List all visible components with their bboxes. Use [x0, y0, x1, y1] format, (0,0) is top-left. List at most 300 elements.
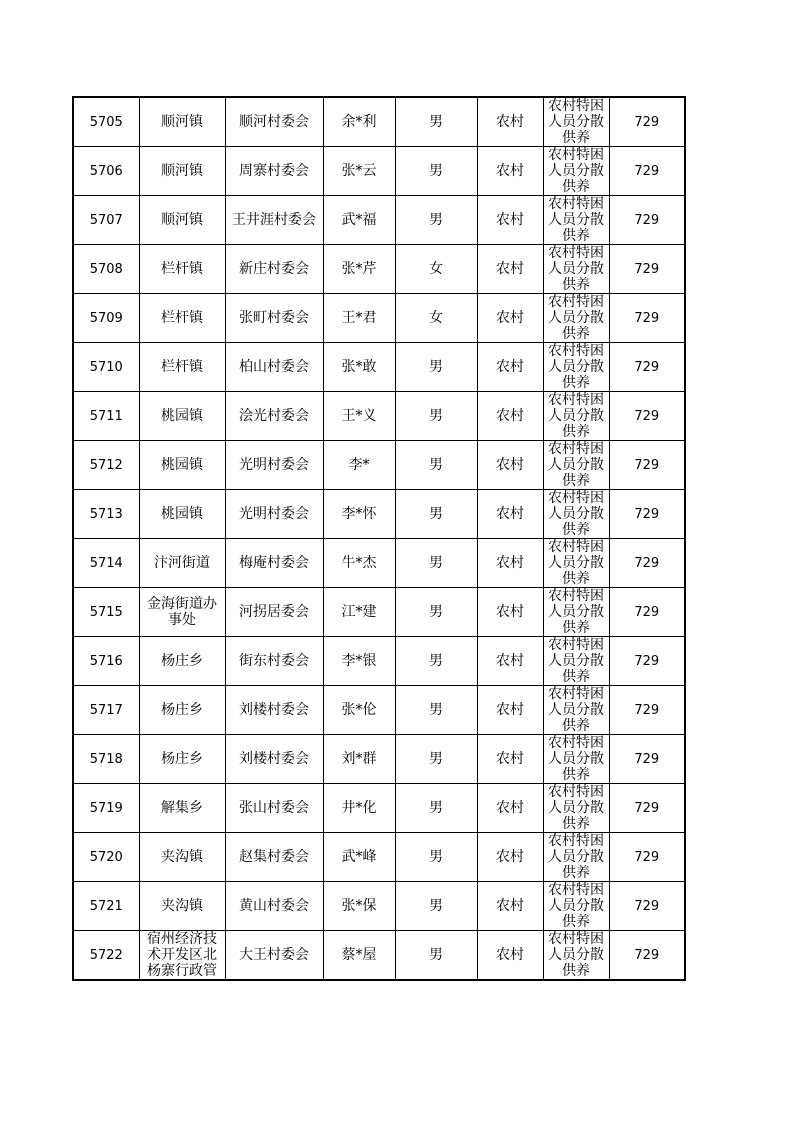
- cell-person-name: [323, 441, 395, 490]
- cell-serial-number-text: 5722: [89, 947, 123, 963]
- cell-gender: [395, 294, 477, 343]
- cell-amount-text: 729: [634, 702, 660, 718]
- cell-relief-category: [543, 196, 609, 245]
- cell-gender: [395, 343, 477, 392]
- cell-town: [139, 539, 225, 588]
- cell-area-type-text: 农村: [496, 359, 524, 375]
- cell-area-type-text: 农村: [496, 849, 524, 865]
- cell-village-committee: [225, 490, 323, 539]
- cell-village-committee: [225, 343, 323, 392]
- cell-town-text: 桃园镇: [161, 408, 203, 424]
- cell-serial-number-text: 5711: [89, 408, 123, 424]
- table-row: [73, 637, 685, 686]
- cell-serial-number: [73, 539, 139, 588]
- cell-person-name-text: 李*怀: [341, 506, 377, 522]
- cell-area-type-text: 农村: [496, 555, 524, 571]
- cell-serial-number: [73, 245, 139, 294]
- cell-person-name: [323, 735, 395, 784]
- cell-serial-number: [73, 931, 139, 981]
- cell-person-name: [323, 294, 395, 343]
- cell-amount: [609, 833, 685, 882]
- cell-village-committee-text: 柏山村委会: [239, 359, 309, 375]
- cell-area-type-text: 农村: [496, 751, 524, 767]
- cell-town: [139, 441, 225, 490]
- cell-town-text: 顺河镇: [161, 163, 203, 179]
- cell-town: [139, 196, 225, 245]
- cell-village-committee: [225, 588, 323, 637]
- cell-area-type: [477, 588, 543, 637]
- cell-person-name-text: 武*峰: [341, 849, 377, 865]
- cell-gender-text: 男: [429, 163, 443, 179]
- cell-gender: [395, 539, 477, 588]
- cell-serial-number-text: 5706: [89, 163, 123, 179]
- cell-amount-text: 729: [634, 114, 660, 130]
- cell-village-committee: [225, 97, 323, 147]
- cell-person-name-text: 王*义: [341, 408, 377, 424]
- cell-area-type-text: 农村: [496, 506, 524, 522]
- cell-person-name-text: 牛*杰: [341, 555, 377, 571]
- cell-person-name: [323, 686, 395, 735]
- table-row: [73, 294, 685, 343]
- cell-relief-category: [543, 882, 609, 931]
- cell-town: [139, 147, 225, 196]
- cell-village-committee-text: 张町村委会: [239, 310, 309, 326]
- cell-gender-text: 男: [429, 457, 443, 473]
- cell-person-name: [323, 784, 395, 833]
- cell-serial-number-text: 5709: [89, 310, 123, 326]
- cell-gender: [395, 784, 477, 833]
- cell-area-type: [477, 196, 543, 245]
- cell-town-text: 桃园镇: [161, 506, 203, 522]
- table-row: [73, 147, 685, 196]
- cell-serial-number: [73, 294, 139, 343]
- cell-relief-category: [543, 97, 609, 147]
- cell-village-committee-text: 河拐居委会: [239, 604, 309, 620]
- cell-area-type: [477, 97, 543, 147]
- cell-gender: [395, 588, 477, 637]
- cell-relief-category: [543, 343, 609, 392]
- cell-area-type-text: 农村: [496, 898, 524, 914]
- cell-village-committee-text: 周寨村委会: [239, 163, 309, 179]
- cell-gender: [395, 196, 477, 245]
- cell-amount: [609, 539, 685, 588]
- cell-amount: [609, 931, 685, 981]
- cell-person-name: [323, 833, 395, 882]
- cell-town-text: 顺河镇: [161, 114, 203, 130]
- cell-gender-text: 男: [429, 604, 443, 620]
- cell-serial-number-text: 5715: [89, 604, 123, 620]
- cell-town: [139, 588, 225, 637]
- cell-gender: [395, 245, 477, 294]
- cell-relief-category-text: 农村特困人员分散供养: [548, 245, 604, 293]
- cell-amount-text: 729: [634, 898, 660, 914]
- cell-area-type: [477, 441, 543, 490]
- cell-person-name-text: 王*君: [341, 310, 377, 326]
- cell-serial-number-text: 5710: [89, 359, 123, 375]
- cell-town-text: 栏杆镇: [161, 261, 203, 277]
- cell-area-type: [477, 245, 543, 294]
- cell-area-type: [477, 931, 543, 981]
- cell-amount: [609, 97, 685, 147]
- cell-person-name-text: 井*化: [341, 800, 377, 816]
- cell-village-committee-text: 赵集村委会: [239, 849, 309, 865]
- cell-person-name: [323, 490, 395, 539]
- cell-amount-text: 729: [634, 506, 660, 522]
- cell-town: [139, 294, 225, 343]
- cell-gender: [395, 490, 477, 539]
- cell-area-type: [477, 686, 543, 735]
- cell-serial-number-text: 5707: [89, 212, 123, 228]
- cell-relief-category-text: 农村特困人员分散供养: [548, 490, 604, 538]
- cell-town-text: 夹沟镇: [161, 898, 203, 914]
- cell-amount-text: 729: [634, 457, 660, 473]
- cell-relief-category: [543, 294, 609, 343]
- cell-town-text: 栏杆镇: [161, 359, 203, 375]
- cell-village-committee: [225, 245, 323, 294]
- cell-relief-category: [543, 784, 609, 833]
- cell-gender-text: 男: [429, 212, 443, 228]
- cell-amount-text: 729: [634, 163, 660, 179]
- cell-amount: [609, 686, 685, 735]
- cell-gender-text: 男: [429, 751, 443, 767]
- cell-village-committee-text: 梅庵村委会: [239, 555, 309, 571]
- cell-town-text: 金海街道办事处: [147, 596, 217, 628]
- cell-relief-category-text: 农村特困人员分散供养: [548, 931, 604, 979]
- cell-village-committee-text: 浍光村委会: [239, 408, 309, 424]
- cell-serial-number-text: 5717: [89, 702, 123, 718]
- cell-serial-number-text: 5708: [89, 261, 123, 277]
- cell-area-type: [477, 490, 543, 539]
- cell-gender-text: 男: [429, 555, 443, 571]
- cell-amount: [609, 735, 685, 784]
- cell-area-type-text: 农村: [496, 457, 524, 473]
- cell-town: [139, 833, 225, 882]
- cell-relief-category-text: 农村特困人员分散供养: [548, 637, 604, 685]
- cell-area-type-text: 农村: [496, 800, 524, 816]
- cell-area-type-text: 农村: [496, 212, 524, 228]
- cell-relief-category: [543, 686, 609, 735]
- cell-serial-number: [73, 147, 139, 196]
- cell-town: [139, 882, 225, 931]
- cell-serial-number: [73, 686, 139, 735]
- cell-relief-category: [543, 833, 609, 882]
- cell-relief-category-text: 农村特困人员分散供养: [548, 833, 604, 881]
- cell-area-type-text: 农村: [496, 947, 524, 963]
- cell-serial-number: [73, 784, 139, 833]
- cell-amount: [609, 343, 685, 392]
- table-row: [73, 833, 685, 882]
- table-row: [73, 392, 685, 441]
- cell-amount: [609, 392, 685, 441]
- cell-serial-number-text: 5720: [89, 849, 123, 865]
- cell-village-committee: [225, 882, 323, 931]
- cell-area-type: [477, 392, 543, 441]
- cell-area-type: [477, 147, 543, 196]
- cell-serial-number: [73, 196, 139, 245]
- cell-person-name: [323, 245, 395, 294]
- cell-village-committee-text: 黄山村委会: [239, 898, 309, 914]
- cell-serial-number-text: 5705: [89, 114, 123, 130]
- cell-village-committee: [225, 441, 323, 490]
- cell-town: [139, 735, 225, 784]
- cell-village-committee: [225, 686, 323, 735]
- cell-area-type-text: 农村: [496, 261, 524, 277]
- cell-relief-category: [543, 931, 609, 981]
- cell-serial-number: [73, 343, 139, 392]
- table-row: [73, 196, 685, 245]
- cell-amount-text: 729: [634, 261, 660, 277]
- cell-village-committee: [225, 196, 323, 245]
- cell-amount-text: 729: [634, 849, 660, 865]
- cell-area-type: [477, 294, 543, 343]
- cell-amount: [609, 882, 685, 931]
- cell-person-name-text: 江*建: [341, 604, 377, 620]
- cell-village-committee: [225, 931, 323, 981]
- cell-relief-category-text: 农村特困人员分散供养: [548, 882, 604, 930]
- cell-amount-text: 729: [634, 212, 660, 228]
- cell-person-name-text: 张*芹: [341, 261, 377, 277]
- cell-area-type-text: 农村: [496, 163, 524, 179]
- cell-town-text: 杨庄乡: [161, 751, 203, 767]
- cell-gender-text: 男: [429, 408, 443, 424]
- cell-town: [139, 343, 225, 392]
- cell-person-name: [323, 196, 395, 245]
- cell-gender: [395, 735, 477, 784]
- cell-serial-number-text: 5719: [89, 800, 123, 816]
- cell-town-text: 解集乡: [161, 800, 203, 816]
- cell-gender: [395, 833, 477, 882]
- cell-person-name: [323, 392, 395, 441]
- cell-area-type-text: 农村: [496, 604, 524, 620]
- cell-town: [139, 931, 225, 981]
- cell-amount-text: 729: [634, 408, 660, 424]
- cell-gender-text: 男: [429, 359, 443, 375]
- cell-serial-number: [73, 637, 139, 686]
- cell-relief-category-text: 农村特困人员分散供养: [548, 343, 604, 391]
- cell-relief-category: [543, 588, 609, 637]
- cell-relief-category: [543, 245, 609, 294]
- table-row: [73, 882, 685, 931]
- cell-person-name-text: 余*利: [341, 114, 377, 130]
- cell-gender-text: 男: [429, 898, 443, 914]
- cell-person-name: [323, 637, 395, 686]
- cell-relief-category-text: 农村特困人员分散供养: [548, 441, 604, 489]
- cell-village-committee-text: 新庄村委会: [239, 261, 309, 277]
- table-row: [73, 588, 685, 637]
- cell-relief-category: [543, 490, 609, 539]
- cell-amount-text: 729: [634, 947, 660, 963]
- cell-gender-text: 男: [429, 506, 443, 522]
- cell-person-name-text: 李*银: [341, 653, 377, 669]
- cell-gender-text: 女: [429, 310, 443, 326]
- cell-relief-category: [543, 147, 609, 196]
- cell-relief-category-text: 农村特困人员分散供养: [548, 196, 604, 244]
- table-row: [73, 97, 685, 147]
- cell-relief-category-text: 农村特困人员分散供养: [548, 147, 604, 195]
- cell-gender-text: 男: [429, 947, 443, 963]
- table-row: [73, 490, 685, 539]
- cell-relief-category: [543, 735, 609, 784]
- cell-village-committee: [225, 833, 323, 882]
- cell-village-committee-text: 光明村委会: [239, 457, 309, 473]
- cell-person-name: [323, 882, 395, 931]
- cell-person-name: [323, 539, 395, 588]
- cell-amount: [609, 147, 685, 196]
- cell-village-committee-text: 光明村委会: [239, 506, 309, 522]
- cell-person-name: [323, 931, 395, 981]
- cell-area-type: [477, 882, 543, 931]
- cell-relief-category: [543, 637, 609, 686]
- cell-relief-category-text: 农村特困人员分散供养: [548, 392, 604, 440]
- cell-amount: [609, 490, 685, 539]
- cell-area-type: [477, 343, 543, 392]
- cell-relief-category-text: 农村特困人员分散供养: [548, 735, 604, 783]
- cell-town-text: 栏杆镇: [161, 310, 203, 326]
- cell-gender: [395, 931, 477, 981]
- cell-relief-category-text: 农村特困人员分散供养: [548, 539, 604, 587]
- relief-roster-table: [72, 96, 686, 981]
- cell-amount-text: 729: [634, 800, 660, 816]
- cell-area-type: [477, 637, 543, 686]
- cell-area-type-text: 农村: [496, 310, 524, 326]
- cell-person-name-text: 蔡*屋: [341, 947, 377, 963]
- cell-serial-number: [73, 833, 139, 882]
- table-row: [73, 539, 685, 588]
- cell-serial-number: [73, 588, 139, 637]
- cell-amount: [609, 245, 685, 294]
- cell-gender: [395, 147, 477, 196]
- cell-village-committee-text: 张山村委会: [239, 800, 309, 816]
- cell-serial-number-text: 5721: [89, 898, 123, 914]
- cell-relief-category-text: 农村特困人员分散供养: [548, 686, 604, 734]
- cell-area-type-text: 农村: [496, 653, 524, 669]
- cell-relief-category-text: 农村特困人员分散供养: [548, 294, 604, 342]
- cell-village-committee: [225, 294, 323, 343]
- cell-gender: [395, 882, 477, 931]
- cell-person-name: [323, 343, 395, 392]
- cell-area-type-text: 农村: [496, 702, 524, 718]
- table-row: [73, 343, 685, 392]
- table-row: [73, 784, 685, 833]
- cell-person-name: [323, 588, 395, 637]
- cell-town: [139, 686, 225, 735]
- cell-gender-text: 男: [429, 800, 443, 816]
- cell-gender-text: 男: [429, 653, 443, 669]
- cell-person-name-text: 张*云: [341, 163, 377, 179]
- cell-area-type: [477, 735, 543, 784]
- cell-person-name-text: 武*福: [341, 212, 377, 228]
- cell-gender: [395, 637, 477, 686]
- cell-gender: [395, 97, 477, 147]
- cell-person-name: [323, 147, 395, 196]
- cell-area-type: [477, 539, 543, 588]
- cell-town-text: 杨庄乡: [161, 653, 203, 669]
- cell-village-committee: [225, 637, 323, 686]
- cell-amount-text: 729: [634, 555, 660, 571]
- cell-amount-text: 729: [634, 359, 660, 375]
- cell-gender-text: 男: [429, 849, 443, 865]
- cell-serial-number: [73, 441, 139, 490]
- cell-serial-number: [73, 392, 139, 441]
- cell-person-name: [323, 97, 395, 147]
- cell-area-type: [477, 833, 543, 882]
- cell-amount-text: 729: [634, 310, 660, 326]
- cell-town-text: 顺河镇: [161, 212, 203, 228]
- table-body: [73, 97, 685, 980]
- cell-relief-category-text: 农村特困人员分散供养: [548, 588, 604, 636]
- cell-gender: [395, 441, 477, 490]
- cell-village-committee-text: 大王村委会: [239, 947, 309, 963]
- cell-relief-category: [543, 441, 609, 490]
- cell-village-committee: [225, 147, 323, 196]
- cell-amount-text: 729: [634, 604, 660, 620]
- cell-town-text: 汴河街道: [154, 555, 210, 571]
- cell-person-name-text: 张*伦: [341, 702, 377, 718]
- table-row: [73, 441, 685, 490]
- cell-person-name-text: 张*敢: [341, 359, 377, 375]
- cell-area-type: [477, 784, 543, 833]
- cell-village-committee: [225, 539, 323, 588]
- cell-serial-number-text: 5718: [89, 751, 123, 767]
- table-row: [73, 686, 685, 735]
- table-row: [73, 931, 685, 981]
- cell-amount: [609, 196, 685, 245]
- cell-village-committee: [225, 735, 323, 784]
- cell-relief-category: [543, 392, 609, 441]
- cell-amount: [609, 784, 685, 833]
- cell-village-committee: [225, 392, 323, 441]
- cell-village-committee-text: 刘楼村委会: [239, 702, 309, 718]
- cell-serial-number: [73, 97, 139, 147]
- cell-serial-number: [73, 735, 139, 784]
- cell-town-text: 夹沟镇: [161, 849, 203, 865]
- cell-area-type-text: 农村: [496, 408, 524, 424]
- cell-village-committee-text: 顺河村委会: [239, 114, 309, 130]
- cell-amount-text: 729: [634, 653, 660, 669]
- cell-town: [139, 97, 225, 147]
- cell-gender: [395, 686, 477, 735]
- cell-serial-number-text: 5712: [89, 457, 123, 473]
- cell-town-text: 宿州经济技术开发区北杨寨行政管: [147, 931, 217, 979]
- cell-relief-category: [543, 539, 609, 588]
- cell-gender-text: 男: [429, 702, 443, 718]
- cell-town-text: 杨庄乡: [161, 702, 203, 718]
- cell-village-committee-text: 王井涯村委会: [232, 212, 316, 228]
- cell-serial-number: [73, 490, 139, 539]
- cell-serial-number-text: 5714: [89, 555, 123, 571]
- cell-gender-text: 女: [429, 261, 443, 277]
- cell-relief-category-text: 农村特困人员分散供养: [548, 98, 604, 146]
- cell-amount: [609, 637, 685, 686]
- cell-amount: [609, 441, 685, 490]
- cell-village-committee-text: 街东村委会: [239, 653, 309, 669]
- cell-town-text: 桃园镇: [161, 457, 203, 473]
- table-row: [73, 735, 685, 784]
- cell-amount: [609, 588, 685, 637]
- cell-relief-category-text: 农村特困人员分散供养: [548, 784, 604, 832]
- cell-village-committee: [225, 784, 323, 833]
- cell-gender: [395, 392, 477, 441]
- cell-town: [139, 392, 225, 441]
- cell-serial-number-text: 5713: [89, 506, 123, 522]
- cell-amount-text: 729: [634, 751, 660, 767]
- cell-serial-number: [73, 882, 139, 931]
- cell-town: [139, 784, 225, 833]
- cell-serial-number-text: 5716: [89, 653, 123, 669]
- cell-person-name-text: 李*: [348, 457, 370, 473]
- cell-amount: [609, 294, 685, 343]
- cell-area-type-text: 农村: [496, 114, 524, 130]
